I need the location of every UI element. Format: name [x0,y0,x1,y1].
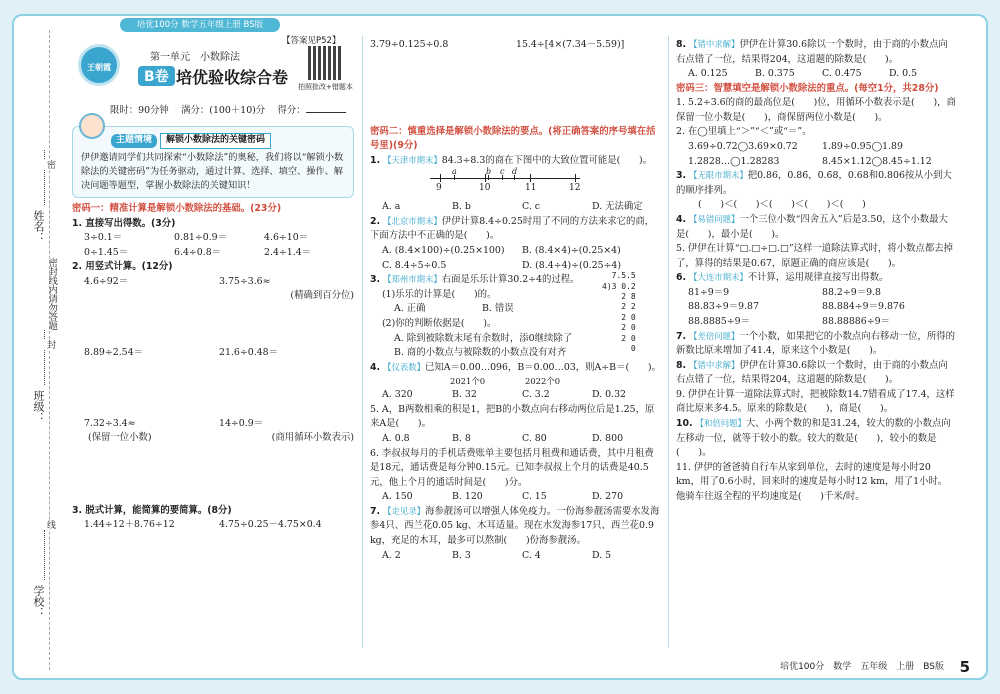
qr-note: 拍照批改+错题本 [298,83,353,91]
score-label: 得分： [277,105,306,116]
numline-label: 12 [569,183,581,194]
compare-item[interactable]: 8.45×1.12◯8.45÷1.12 [822,155,932,167]
option[interactable]: B. 8 [452,433,471,444]
pattern-item: 88.83÷9＝9.87 [688,301,759,313]
name-line [44,150,45,205]
number-line [430,167,581,200]
numline-label: 10 [479,183,491,194]
option[interactable]: C. 4 [522,549,541,561]
option[interactable]: A. 正确 [394,303,426,315]
vertical-calc-item: 21.6÷0.48＝ [219,347,278,359]
c3-f5: 5. 伊伊在计算“□.□÷□.□”这样一道除法算式时，将小数点都去掉了，算得的结果是0.67，原题正确的商应该是( )。 [676,243,954,269]
pattern-item: 88.2÷9＝9.8 [822,286,881,298]
option[interactable]: B. (8.4×4)÷(0.25×4) [522,245,621,257]
column-divider [668,36,669,648]
option[interactable]: C. 8.4÷5÷0.5 [382,259,447,271]
oral-item: 4.6÷10＝ [264,232,309,244]
option[interactable]: B. 3 [452,549,471,561]
seal-dashed-line [49,30,50,670]
division-line: 2 0 [621,312,636,322]
division-line: 2 8 [621,291,636,301]
q-tag: 【和倍问题】 [695,418,746,429]
c2-q6: 6. 李叔叔每月的手机话费账单主要包括月租费和通话费，其中月租费是18元，通话费是每分钟0.15元。已知李叔叔上个月的话费是40.5元，他上个月的通话时间是( )分。 [370,447,654,488]
division-line: 4)3 0.2 [602,281,636,291]
vertical-calc-item: 4.6÷92＝ [84,275,129,287]
option[interactable]: B. 0.375 [755,68,795,80]
option[interactable]: B. 32 [452,389,477,401]
c3-f7: 一个小数，如果把它的小数点向右移动一位，所得的新数比原来增加了41.4，原来这个小数是( )。 [676,330,955,357]
exam-meta [110,102,346,116]
compare-item[interactable]: 3.69÷0.72◯3.69×0.72 [688,141,798,153]
column-divider [362,36,363,648]
c2-q5: 5. A，B两数相乘的积是1，把B的小数点向右移动两位后是1.25，原来A是( )。 [370,403,655,430]
division-line: 2 0 [621,323,636,333]
option[interactable]: C. 0.475 [822,68,862,80]
intro-label: 主题情境 [111,134,157,148]
c2-q3: 右面是乐乐计算30.2÷4的过程。 [441,274,580,286]
seal-xian: 线 [45,520,55,529]
option[interactable]: C. 80 [522,433,547,444]
c2-q3-sub2: (2)你的判断依据是( )。 [382,317,497,329]
q-tag: 【北京市期末】 [383,215,442,226]
numline-label: 11 [525,183,537,194]
school-line [44,530,45,580]
q-tag: 【差倍问题】 [689,330,740,341]
pattern-item[interactable]: 88.8885÷9＝ [688,315,750,327]
division-line: 2 2 [621,302,636,312]
c3-f2: 2. 在◯里填上“＞”“＜”或“＝”。 [676,126,812,138]
pattern-item: 81÷9＝9 [688,286,730,298]
mixed-calc-item: 15.4÷[4×(7.34－5.59)] [516,39,625,50]
zero-count: 2021个0 [450,376,486,387]
work-space[interactable] [72,361,354,417]
option[interactable]: C. 15 [522,491,547,503]
c2-q4: 已知A＝0.00…096，B＝0.00…03，则A÷B＝( )。 [424,361,661,373]
option[interactable]: D. 270 [592,491,624,503]
seal-note: 密封线内请勿答题 [46,258,57,330]
mixed-calc-item: 1.44÷12＋8.76÷12 [84,519,175,531]
intro-text: 伊伊邀请同学们共同探索“小数除法”的奥秘，我们将以“解锁小数除法的关键密码”为任务驱动，通过计算、选择、填空、操作、解决问题等题型，掌握小数除法的关键知识！ [81,151,344,192]
numline-mark: b [486,167,492,177]
c3-q8: 伊伊在计算30.6除以一个数时，由于商的小数点向右点错了一位，结果得204，这道题的除数是( )。 [676,39,948,65]
column-2: 3.79÷0.125÷0.8 15.4÷[4×(7.34－5.59)] 密码二：慎重选择是解锁小数除法的要点。(将正确答案的序号填在括号里)(9分) 1. 【天津市期末】84.3÷8.3的商在下图中的大致位置可能是( )。 9 10 11 12 a b c d A. a B. b C. c D. 无法确定 2. 【北京市期末】伊伊计算8.4÷0.25时用了不同的方法来求它的商，下面方法中不正确的是( )。 A. (8.4×100)÷(0.25×100) B. (8.4×4)÷(0.25×4) C. 8.4÷5÷0.5 D. (8.4÷4)÷(0.25÷4) 3. 【郑州市期末】右面是乐乐计算30.2÷4的过程。 (1)乐乐的计算是( )的。 A. 正确 B. 错误 (2)你的判断依据是( )。 A. 除到被除数末尾有余数时，添0继续除了 B. 商的小数点与被除数的小数点没有对齐 7.5.5 4)3 0.2 2 8 2 2 2 0 2 0 2 0 0 4. 【仪表数】已知A＝0.00…096，B＝0.00…03，则A÷B＝( )。 2021个0 2022个0 A. 320 B. 32 C. 3.2 D. 0.32 5. A，B两数相乘的积是1，把B的小数点向右移动两位后是1.25，原来A是( )。 A. 0.8 B. 8 C. 80 D. 800 6. 李叔叔每月的手机话费账单主要包括月租费和通话费，其中月租费是18元，通话费是每分钟0.15元。已知李叔叔上个月的话费是40.5元，他上个月的通话时间是( )分。 A. 150 B. 120 C. 15 D. 270 7. 【走见录】海参靓汤可以增强人体免疫力。一份海参靓汤需要水发海参4只、西兰花0.05 kg、木耳适量。现在水发海参17只、西兰花0.9 kg，充足的木耳，最多可以熬制( )份海参靓汤。 A. 2 B. 3 C. 4 D. 5 [370,38,662,563]
option[interactable]: A. 除到被除数末尾有余数时，添0继续除了 [394,332,573,344]
c3-f9: 9. 伊伊在计算一道除法算式时，把被除数14.7错看成了17.4，这样商比原来多4.5。原来的除数是( )，商是( )。 [676,388,955,415]
numline-mark: a [452,167,457,177]
option[interactable]: B. b [452,201,471,213]
juan-badge: B卷 [138,66,175,86]
work-space[interactable] [370,53,662,125]
work-space[interactable] [72,304,354,346]
option[interactable]: D. 800 [592,433,624,444]
option[interactable]: B. 错误 [482,303,514,315]
work-space[interactable] [72,446,354,504]
oral-item: 3÷0.1＝ [84,232,123,244]
intro-subtitle: 解锁小数除法的关键密码 [160,133,271,149]
option[interactable]: B. 120 [452,491,483,503]
option[interactable]: A. 0.125 [688,68,728,80]
unit-title: 第一单元 小数除法 [150,52,240,63]
q-tag: 【错中求解】 [689,359,740,370]
option[interactable]: A. 2 [382,549,401,561]
compare-item[interactable]: 1.89÷0.95◯1.89 [822,141,903,153]
option[interactable]: D. 5 [592,549,612,561]
vertical-calc-item: 7.32÷3.4≈ [84,417,136,429]
seal-mi: 密 [45,160,55,169]
vertical-calc-item: 8.89÷2.54＝ [84,347,143,359]
q-tag: 【大连市期末】 [689,272,748,283]
c2-q2: 伊伊计算8.4÷0.25时用了不同的方法来求它的商，下面方法中不正确的是( )。 [370,215,655,242]
order-blanks[interactable]: ( )＜( )＜( )＜( )＜( ) [698,199,866,211]
vertical-calc-item: 14÷0.9＝ [219,417,264,429]
c3-f1: 1. 5.2÷3.6的商的最高位是( )位，用循环小数表示是( )，商保留一位小数是( )，商保留两位小数是( )。 [676,97,956,123]
option[interactable]: D. 0.5 [889,68,918,80]
pattern-item: 88.884÷9＝9.876 [822,301,905,313]
option[interactable]: A. 0.8 [382,433,410,444]
option[interactable]: C. c [522,201,541,213]
division-line: 2 0 [621,333,636,343]
oral-item: 6.4÷0.8＝ [174,246,222,258]
c2-q1: 84.3÷8.3的商在下图中的大致位置可能是( )。 [441,154,653,166]
c1-q2: 2. 用竖式计算。(12分) [72,261,173,273]
q-tag: 【无限市期末】 [689,170,748,181]
c3-f4: 一个三位小数“四舍五入”后是3.50，这个小数最大是( )，最小是( )。 [676,213,948,240]
score-blank[interactable] [306,112,346,113]
division-line: 7.5.5 [611,271,636,281]
c2-q7: 海参靓汤可以增强人体免疫力。一份海参靓汤需要水发海参4只、西兰花0.05 kg、木耳适量。现在水发海参17只、西兰花0.9 kg，充足的木耳，最多可以熬制( )份海参靓汤。 [370,505,660,547]
c3-f6: 不计算，运用规律直接写出得数。 [747,272,889,284]
q-tag: 【走见录】 [383,505,425,516]
class-label: 班级： [32,390,45,423]
numline-mark: c [500,167,505,177]
zero-count: 2022个0 [525,376,561,387]
pattern-item[interactable]: 88.88886÷9＝ [822,315,890,327]
answer-ref: 【答案见P52】 [282,36,341,46]
page-number: 5 [959,658,970,676]
section-1-title: 密码一：精准计算是解锁小数除法的基础。(23分) [72,203,282,214]
option[interactable]: A. a [382,201,401,213]
c2-q3-sub1: (1)乐乐的计算是( )的。 [382,288,497,300]
name-label: 姓名： [32,210,45,243]
q-tag: 【仪表数】 [383,361,425,372]
numline-mark: d [512,167,518,177]
numline-label: 9 [436,183,442,194]
title-block [72,34,354,122]
oral-item: 2.4÷1.4＝ [264,246,312,258]
oral-item: 0.81÷0.9＝ [174,232,228,244]
c3-f11: 11. 伊伊的爸爸骑自行车从家到单位，去时的速度是每小时20 km，用了0.6小时，回来时的速度是每小时12 km，用了1小时。他骑车往返全程的平均速度是( )千米/时。 [676,461,948,502]
option[interactable]: A. 320 [382,389,413,401]
option[interactable]: B. 商的小数点与被除数的小数点没有对齐 [394,347,567,359]
q-tag: 【天津市期末】 [383,154,442,165]
seal-feng: 封 [45,340,55,349]
note-one-decimal: (保留一位小数) [88,432,152,444]
option[interactable]: A. 150 [382,491,413,503]
section-2-title: 密码二：慎重选择是解锁小数除法的要点。(将正确答案的序号填在括号里)(9分) [370,125,656,152]
mixed-calc-item: 3.79÷0.125÷0.8 [370,39,449,50]
c3-f10: 大、小两个数的和是31.24，较大的数的小数点向左移动一位，就等于较小的数。较大的数是( )，较小的数是( )。 [676,418,951,459]
q-tag: 【错中求解】 [689,39,740,49]
column-1 [72,202,354,533]
class-line [44,330,45,385]
option[interactable]: D. 0.32 [592,389,627,401]
option[interactable]: D. (8.4÷4)÷(0.25÷4) [522,259,622,271]
long-division [602,271,636,354]
time-limit: 限时：90分钟 [110,105,169,116]
option[interactable]: D. 无法确定 [592,201,643,213]
note-repeating: (商用循环小数表示) [271,432,354,444]
note-round-hundredth: (精确到百分位) [290,290,354,302]
oral-item: 0÷1.45＝ [84,246,129,258]
intro-box [72,126,354,198]
c1-q1: 1. 直接写出得数。(3分) [72,217,176,229]
qr-code-icon[interactable] [308,46,342,80]
compare-item[interactable]: 1.2828…◯1.28283 [688,155,780,167]
column-3: 8. 【错中求解】伊伊在计算30.6除以一个数时，由于商的小数点向右点错了一位，结果得204，这道题的除数是( )。 A. 0.125 B. 0.375 C. 0.475 D. 0.5 密码三：智慧填空是解锁小数除法的重点。(每空1分，共28分) 1. 5.2÷3.6的商的最高位是( )位，用循环小数表示是( )，商保留一位小数是( )，商保留两位小数是( )。 2. 在◯里填上“＞”“＜”或“＝”。 3.69÷0.72◯3.69×0.72 1.89÷0.95◯1.89 1.2828…◯1.28283 8.45×1.12◯8.45÷1.12 3. 【无限市期末】把0.86，0.86̇，0.6̇8，0.68和0.806按从小到大的顺序排列。 ( )＜( )＜( )＜( )＜( ) 4. 【易错问题】一个三位小数“四舍五入”后是3.50，这个小数最大是( )，最小是( )。 5. 伊伊在计算“□.□÷□.□”这样一道除法算式时，将小数点都去掉了，算得的结果是0.67，原题正确的商应该是( )。 6. 【大连市期末】不计算，运用规律直接写出得数。 81÷9＝9 88.2÷9＝9.8 88.83÷9＝9.87 88.884÷9＝9.876 88.8885÷9＝ 88.88886÷9＝ 7. 【差倍问题】一个小数，如果把它的小数点向右移动一位，所得的新数比原来增加了41.4，原来这个小数是( )。 8. 【错中求解】伊伊在计算30.6除以一个数时，由于商的小数点向右点错了一位，结果得204，这道题的除数是( )。 9. 伊伊在计算一道除法算式时，把被除数14.7错看成了17.4，这样商比原来多4.5。原来的除数是( )，商是( )。 10. 【和倍问题】大、小两个数的和是31.24，较大的数的小数点向左移动一位，就等于较小的数。较大的数是( )，较小的数是( )。 11. 伊伊的爸爸骑自行车从家到单位，去时的速度是每小时20 km，用了0.6小时，回来时的速度是每小时12 km，用了1小时。他骑车往返全程的平均速度是( )千米/时。 [676,38,956,505]
c3-f3: 把0.86，0.86̇，0.6̇8，0.68和0.806按从小到大的顺序排列。 [676,170,952,196]
vertical-calc-item: 3.75÷3.6≈ [219,275,271,287]
section-3-title: 密码三：智慧填空是解锁小数除法的重点。(每空1分，共28分) [676,82,939,94]
division-line: 0 [630,343,636,353]
option[interactable]: A. (8.4×100)÷(0.25×100) [382,245,505,257]
brand-badge: 王朝霞 [78,44,120,86]
girl-avatar-icon [79,113,105,139]
header-band: 培优100分 数学五年级上册 BS版 [120,18,280,32]
mixed-calc-item: 4.75÷0.25－4.75×0.4 [219,519,322,531]
c3-f8: 伊伊在计算30.6除以一个数时，由于商的小数点向右点错了一位，结果得204，这道题的除数是( )。 [676,359,948,386]
q-tag: 【易错问题】 [689,213,740,224]
footer: 培优100分 数学 五年级 上册 BS版 [780,662,944,672]
full-score: 满分：(100＋10)分 [181,105,266,116]
q-tag: 【郑州市期末】 [383,274,442,285]
c1-q3: 3. 脱式计算，能简算的要简算。(8分) [72,504,232,516]
main-title: 培优验收综合卷 [176,68,289,87]
school-label: 学校： [32,585,45,618]
option[interactable]: C. 3.2 [522,389,550,401]
